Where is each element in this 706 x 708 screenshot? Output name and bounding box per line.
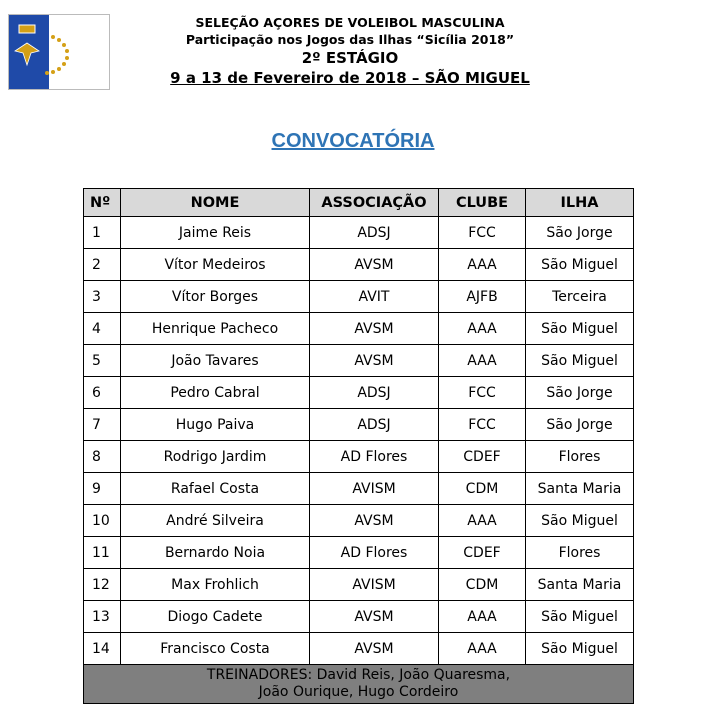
cell-club: AAA — [439, 249, 526, 281]
cell-name: Rafael Costa — [121, 473, 310, 505]
cell-island: Terceira — [526, 281, 634, 313]
cell-number: 1 — [84, 217, 121, 249]
cell-island: São Miguel — [526, 601, 634, 633]
table-row — [84, 249, 634, 281]
cell-number: 12 — [84, 569, 121, 601]
cell-club: AAA — [439, 601, 526, 633]
cell-club: AAA — [439, 313, 526, 345]
cell-name: Diogo Cadete — [121, 601, 310, 633]
cell-number: 5 — [84, 345, 121, 377]
cell-association: AVISM — [310, 569, 439, 601]
page-title: CONVOCATÓRIA — [271, 130, 435, 152]
cell-name: Rodrigo Jardim — [121, 441, 310, 473]
cell-number: 6 — [84, 377, 121, 409]
cell-island: São Jorge — [526, 377, 634, 409]
cell-association: AD Flores — [310, 441, 439, 473]
header-line-4: 9 a 13 de Fevereiro de 2018 – SÃO MIGUEL — [170, 69, 530, 87]
table-row — [84, 441, 634, 473]
cell-island: São Miguel — [526, 633, 634, 665]
table-row — [84, 281, 634, 313]
cell-club: FCC — [439, 409, 526, 441]
roster-table — [83, 188, 634, 704]
cell-number: 8 — [84, 441, 121, 473]
table-row — [84, 537, 634, 569]
table-row — [84, 633, 634, 665]
cell-number: 4 — [84, 313, 121, 345]
cell-club: AJFB — [439, 281, 526, 313]
header-association: ASSOCIAÇÃO — [310, 189, 439, 217]
cell-island: Santa Maria — [526, 569, 634, 601]
table-row — [84, 377, 634, 409]
cell-number: 2 — [84, 249, 121, 281]
cell-association: AVSM — [310, 345, 439, 377]
cell-name: Max Frohlich — [121, 569, 310, 601]
cell-number: 13 — [84, 601, 121, 633]
table-row — [84, 217, 634, 249]
cell-club: FCC — [439, 377, 526, 409]
cell-club: CDM — [439, 473, 526, 505]
cell-name: Bernardo Noia — [121, 537, 310, 569]
cell-association: AVSM — [310, 505, 439, 537]
cell-island: São Miguel — [526, 249, 634, 281]
cell-association: AD Flores — [310, 537, 439, 569]
cell-number: 14 — [84, 633, 121, 665]
cell-club: AAA — [439, 505, 526, 537]
header-line-1: SELEÇÃO AÇORES DE VOLEIBOL MASCULINA — [195, 15, 505, 30]
cell-island: São Miguel — [526, 313, 634, 345]
table-row — [84, 313, 634, 345]
coaches-line-2: João Ourique, Hugo Cordeiro — [258, 684, 459, 700]
cell-name: Henrique Pacheco — [121, 313, 310, 345]
cell-club: AAA — [439, 345, 526, 377]
cell-island: São Jorge — [526, 409, 634, 441]
cell-name: Pedro Cabral — [121, 377, 310, 409]
cell-club: CDM — [439, 569, 526, 601]
cell-island: São Jorge — [526, 217, 634, 249]
header-line-2: Participação nos Jogos das Ilhas “Sicília 2018” — [185, 32, 515, 47]
cell-association: ADSJ — [310, 217, 439, 249]
table-row — [84, 569, 634, 601]
cell-association: AVSM — [310, 601, 439, 633]
cell-club: AAA — [439, 633, 526, 665]
cell-association: ADSJ — [310, 377, 439, 409]
header-number: Nº — [84, 189, 121, 217]
cell-island: São Miguel — [526, 345, 634, 377]
cell-name: João Tavares — [121, 345, 310, 377]
table-row — [84, 505, 634, 537]
cell-number: 7 — [84, 409, 121, 441]
cell-number: 11 — [84, 537, 121, 569]
cell-name: Francisco Costa — [121, 633, 310, 665]
cell-association: AVIT — [310, 281, 439, 313]
table-header-row — [84, 189, 634, 217]
cell-island: São Miguel — [526, 505, 634, 537]
table-row — [84, 601, 634, 633]
cell-island: Flores — [526, 441, 634, 473]
cell-number: 3 — [84, 281, 121, 313]
document-header — [110, 14, 590, 88]
table-row — [84, 345, 634, 377]
header-name: NOME — [121, 189, 310, 217]
table-row — [84, 473, 634, 505]
cell-island: Santa Maria — [526, 473, 634, 505]
cell-association: AVISM — [310, 473, 439, 505]
cell-association: AVSM — [310, 249, 439, 281]
cell-association: AVSM — [310, 633, 439, 665]
cell-number: 9 — [84, 473, 121, 505]
table-row — [84, 409, 634, 441]
azores-flag-icon — [8, 14, 110, 90]
coaches-line-1: TREINADORES: David Reis, João Quaresma, — [206, 667, 511, 683]
cell-island: Flores — [526, 537, 634, 569]
cell-name: Vítor Borges — [121, 281, 310, 313]
coaches-cell — [84, 665, 634, 704]
cell-number: 10 — [84, 505, 121, 537]
cell-club: CDEF — [439, 537, 526, 569]
cell-club: CDEF — [439, 441, 526, 473]
cell-name: Jaime Reis — [121, 217, 310, 249]
cell-name: Hugo Paiva — [121, 409, 310, 441]
header-line-3: 2º ESTÁGIO — [301, 49, 399, 67]
cell-association: ADSJ — [310, 409, 439, 441]
cell-name: Vítor Medeiros — [121, 249, 310, 281]
header-club: CLUBE — [439, 189, 526, 217]
header-island: ILHA — [526, 189, 634, 217]
cell-association: AVSM — [310, 313, 439, 345]
cell-name: André Silveira — [121, 505, 310, 537]
coaches-row — [84, 665, 634, 704]
cell-club: FCC — [439, 217, 526, 249]
